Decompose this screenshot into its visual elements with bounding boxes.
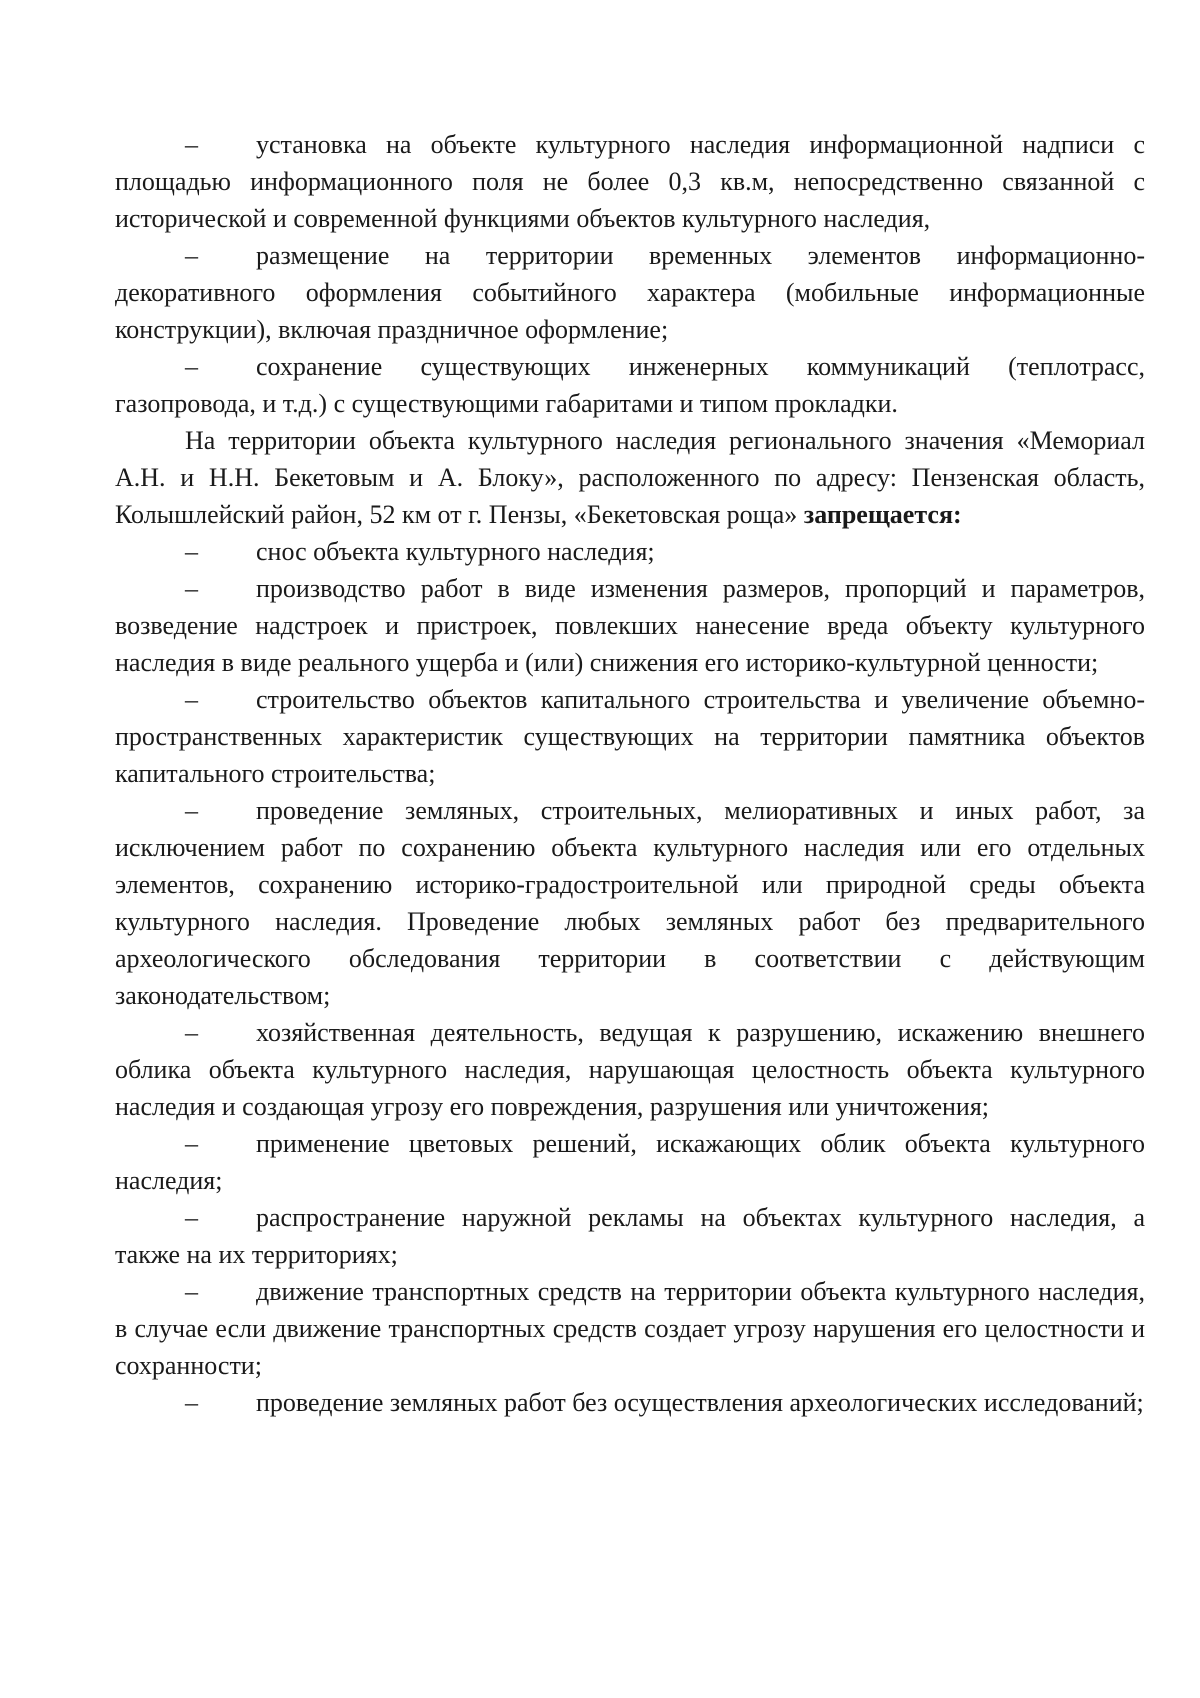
dash-marker: –	[185, 352, 198, 381]
prohibited-heading: запрещается:	[803, 500, 962, 529]
dash-marker: –	[185, 130, 198, 159]
item-text: строительство объектов капитального строительства и увеличение объемно-пространственных характеристик существующих на территории памятника объектов капитального строительства;	[115, 685, 1145, 788]
item-text: размещение на территории временных элементов информационно-декоративного оформления событийного характера (мобильные информационные конструкции), включая праздничное оформление;	[115, 241, 1145, 344]
list-item	[115, 792, 1145, 1014]
list-item	[115, 1384, 1145, 1421]
list-item	[115, 533, 1145, 570]
list-item	[115, 348, 1145, 422]
dash-marker: –	[185, 1388, 198, 1417]
intro-paragraph	[115, 422, 1145, 533]
item-text: сохранение существующих инженерных коммуникаций (теплотрасс, газопровода, и т.д.) с существующими габаритами и типом прокладки.	[115, 352, 1145, 418]
dash-marker: –	[185, 1203, 198, 1232]
item-text: производство работ в виде изменения размеров, пропорций и параметров, возведение надстроек и пристроек, повлекших нанесение вреда объекту культурного наследия в виде реального ущерба и (или) снижения его историко-культурной ценности;	[115, 574, 1145, 677]
dash-marker: –	[185, 537, 198, 566]
dash-marker: –	[185, 1018, 198, 1047]
dash-marker: –	[185, 1277, 198, 1306]
dash-marker: –	[185, 241, 198, 270]
list-item	[115, 1014, 1145, 1125]
list-item	[115, 237, 1145, 348]
dash-marker: –	[185, 1129, 198, 1158]
item-text: установка на объекте культурного наследия информационной надписи с площадью информационного поля не более 0,3 кв.м, непосредственно связанной с исторической и современной функциями объектов культурного наследия,	[115, 130, 1145, 233]
list-item	[115, 126, 1145, 237]
item-text: движение транспортных средств на территории объекта культурного наследия, в случае если движение транспортных средств создает угрозу нарушения его целостности и сохранности;	[115, 1277, 1145, 1380]
list-item	[115, 1125, 1145, 1199]
item-text: хозяйственная деятельность, ведущая к разрушению, искажению внешнего облика объекта культурного наследия, нарушающая целостность объекта культурного наследия и создающая угрозу его повреждения, разрушения или уничтожения;	[115, 1018, 1145, 1121]
list-item	[115, 570, 1145, 681]
item-text: распространение наружной рекламы на объектах культурного наследия, а также на их территориях;	[115, 1203, 1145, 1269]
item-text: проведение земляных, строительных, мелиоративных и иных работ, за исключением работ по сохранению объекта культурного наследия или его отдельных элементов, сохранению историко-градостроительной или природной среды объекта культурного наследия. Проведение любых земляных работ без предварительного археологического обследования территории в соответствии с действующим законодательством;	[115, 796, 1145, 1010]
list-item	[115, 681, 1145, 792]
document-page	[115, 126, 1145, 1421]
intro-text: На территории объекта культурного наследия регионального значения «Мемориал А.Н. и Н.Н. Бекетовым и А. Блоку», расположенного по адресу: Пензенская область, Колышлейский район, 52 км от г. Пензы, «Бекетовская роща»	[115, 426, 1145, 529]
item-text: снос объекта культурного наследия;	[256, 537, 655, 566]
item-text: применение цветовых решений, искажающих облик объекта культурного наследия;	[115, 1129, 1145, 1195]
dash-marker: –	[185, 796, 198, 825]
dash-marker: –	[185, 574, 198, 603]
item-text: проведение земляных работ без осуществления археологических исследований;	[256, 1388, 1144, 1417]
list-item	[115, 1273, 1145, 1384]
list-item	[115, 1199, 1145, 1273]
dash-marker: –	[185, 685, 198, 714]
